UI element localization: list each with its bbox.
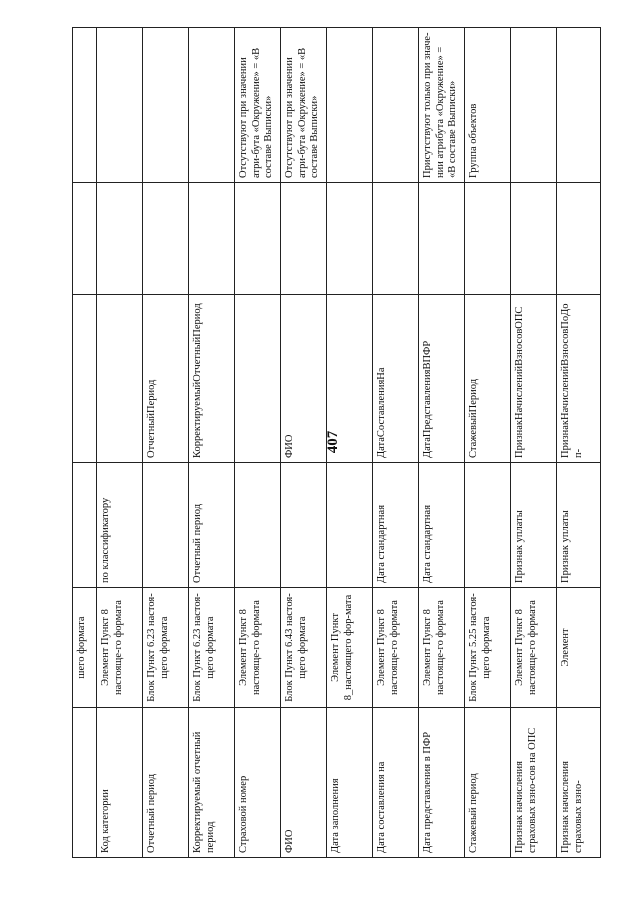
- table-cell-col3: Отчетный период: [189, 463, 235, 588]
- table-cell-col4: ОтчетныйПериод: [143, 295, 189, 463]
- table-cell-col1: Признак начисления страховых взно-: [557, 708, 601, 858]
- table-cell-col6: [511, 28, 557, 183]
- table-cell-col6: Группа объектов: [465, 28, 511, 183]
- page-number: 407: [325, 430, 341, 454]
- table-cell-col4: ПризнакНачисленийВзносовОПС: [511, 295, 557, 463]
- table-cell-col1: ФИО: [281, 708, 327, 858]
- table-cell-col2: Блок Пункт 6.23 настоя-щего формата: [189, 588, 235, 708]
- table-row: [373, 28, 419, 858]
- table-cell-col3: по классификатору: [97, 463, 143, 588]
- table-cell-col5: [557, 183, 601, 295]
- table-cell-col3: [327, 463, 373, 588]
- table-row: [419, 28, 465, 858]
- table-cell-col5: [373, 183, 419, 295]
- table-cell-col3: Дата стандартная: [419, 463, 465, 588]
- table-cell-col5: [511, 183, 557, 295]
- table-cell-col1: [73, 708, 97, 858]
- table-cell-col5: [73, 183, 97, 295]
- table-cell-col2: Элемент Пункт 8 настояще-го формата: [511, 588, 557, 708]
- table-cell-col2: Элемент Пункт 8_настоящего фор-мата: [327, 588, 373, 708]
- table-cell-col6: [189, 28, 235, 183]
- table-cell-col4: [73, 295, 97, 463]
- table-row: [73, 28, 97, 858]
- table-cell-col1: Признак начисления страховых взно-сов на ОПС: [511, 708, 557, 858]
- table-cell-col4: СтажевыйПериод: [465, 295, 511, 463]
- table-cell-col6: [557, 28, 601, 183]
- table-cell-col6: [97, 28, 143, 183]
- table-cell-col3: [465, 463, 511, 588]
- table-cell-col2: Блок Пункт 6.43 настоя-щего формата: [281, 588, 327, 708]
- table-cell-col6: Отсутствуют при значении атри-бута «Окружение» = «В составе Выписки»: [235, 28, 281, 183]
- table-cell-col4: [97, 295, 143, 463]
- table-row: [97, 28, 143, 858]
- table-cell-col5: [327, 183, 373, 295]
- table-cell-col4: [327, 295, 373, 463]
- table-cell-col6: [73, 28, 97, 183]
- table-cell-col5: [97, 183, 143, 295]
- table-cell-col2: Элемент Пункт 8 настояще-го формата: [419, 588, 465, 708]
- table-row: [557, 28, 601, 858]
- table-cell-col1: Корректируемый отчетный период: [189, 708, 235, 858]
- table-cell-col2: Блок Пункт 5.25 настоя-щего формата: [465, 588, 511, 708]
- table-cell-col1: Отчетный период: [143, 708, 189, 858]
- table-cell-col1: Дата представления в ПФР: [419, 708, 465, 858]
- table-row: [281, 28, 327, 858]
- rotated-table-container: [72, 28, 594, 858]
- table-cell-col6: Присутствуют только при значе-нии атрибута «Окружение» = «В составе Выписки»: [419, 28, 465, 183]
- table-row: [465, 28, 511, 858]
- table-cell-col2: шего формата: [73, 588, 97, 708]
- table-cell-col4: ДатаСоставленияНа: [373, 295, 419, 463]
- table-cell-col2: Элемент Пункт 8 настояще-го формата: [373, 588, 419, 708]
- table-row: [143, 28, 189, 858]
- table-cell-col5: [281, 183, 327, 295]
- table-cell-col4: КорректируемыйОтчетныйПериод: [189, 295, 235, 463]
- table-cell-col5: [143, 183, 189, 295]
- table-row: [511, 28, 557, 858]
- table-cell-col2: Блок Пункт 6.23 настоя-щего формата: [143, 588, 189, 708]
- table-cell-col6: Отсутствуют при значении атри-бута «Окружение» = «В составе Выписки»: [281, 28, 327, 183]
- table-row: [189, 28, 235, 858]
- table-cell-col5: [465, 183, 511, 295]
- table-cell-col2: Элемент: [557, 588, 601, 708]
- table-cell-col2: Элемент Пункт 8 настояще-го формата: [235, 588, 281, 708]
- table-cell-col3: [143, 463, 189, 588]
- table-cell-col1: Дата заполнения: [327, 708, 373, 858]
- table-cell-col3: [73, 463, 97, 588]
- table-cell-col5: [189, 183, 235, 295]
- table-cell-col6: [373, 28, 419, 183]
- format-table: [72, 27, 601, 858]
- table-cell-col3: [235, 463, 281, 588]
- table-cell-col1: Дата составления на: [373, 708, 419, 858]
- table-cell-col4: ДатаПредставленияВПФР: [419, 295, 465, 463]
- table-cell-col1: Стажевый период: [465, 708, 511, 858]
- table-cell-col6: [327, 28, 373, 183]
- table-cell-col6: [143, 28, 189, 183]
- table-row: [235, 28, 281, 858]
- table-cell-col3: Признак уплаты: [557, 463, 601, 588]
- table-cell-col4: ФИО: [281, 295, 327, 463]
- table-cell-col1: Страховой номер: [235, 708, 281, 858]
- table-cell-col1: Код категории: [97, 708, 143, 858]
- table-cell-col3: Признак уплаты: [511, 463, 557, 588]
- table-cell-col5: [235, 183, 281, 295]
- table-row: [327, 28, 373, 858]
- table-cell-col4: [235, 295, 281, 463]
- table-cell-col5: [419, 183, 465, 295]
- table-cell-col4: ПризнакНачисленийВзносовПоДоп-: [557, 295, 601, 463]
- table-cell-col2: Элемент Пункт 8 настояще-го формата: [97, 588, 143, 708]
- table-cell-col3: [281, 463, 327, 588]
- table-cell-col3: Дата стандартная: [373, 463, 419, 588]
